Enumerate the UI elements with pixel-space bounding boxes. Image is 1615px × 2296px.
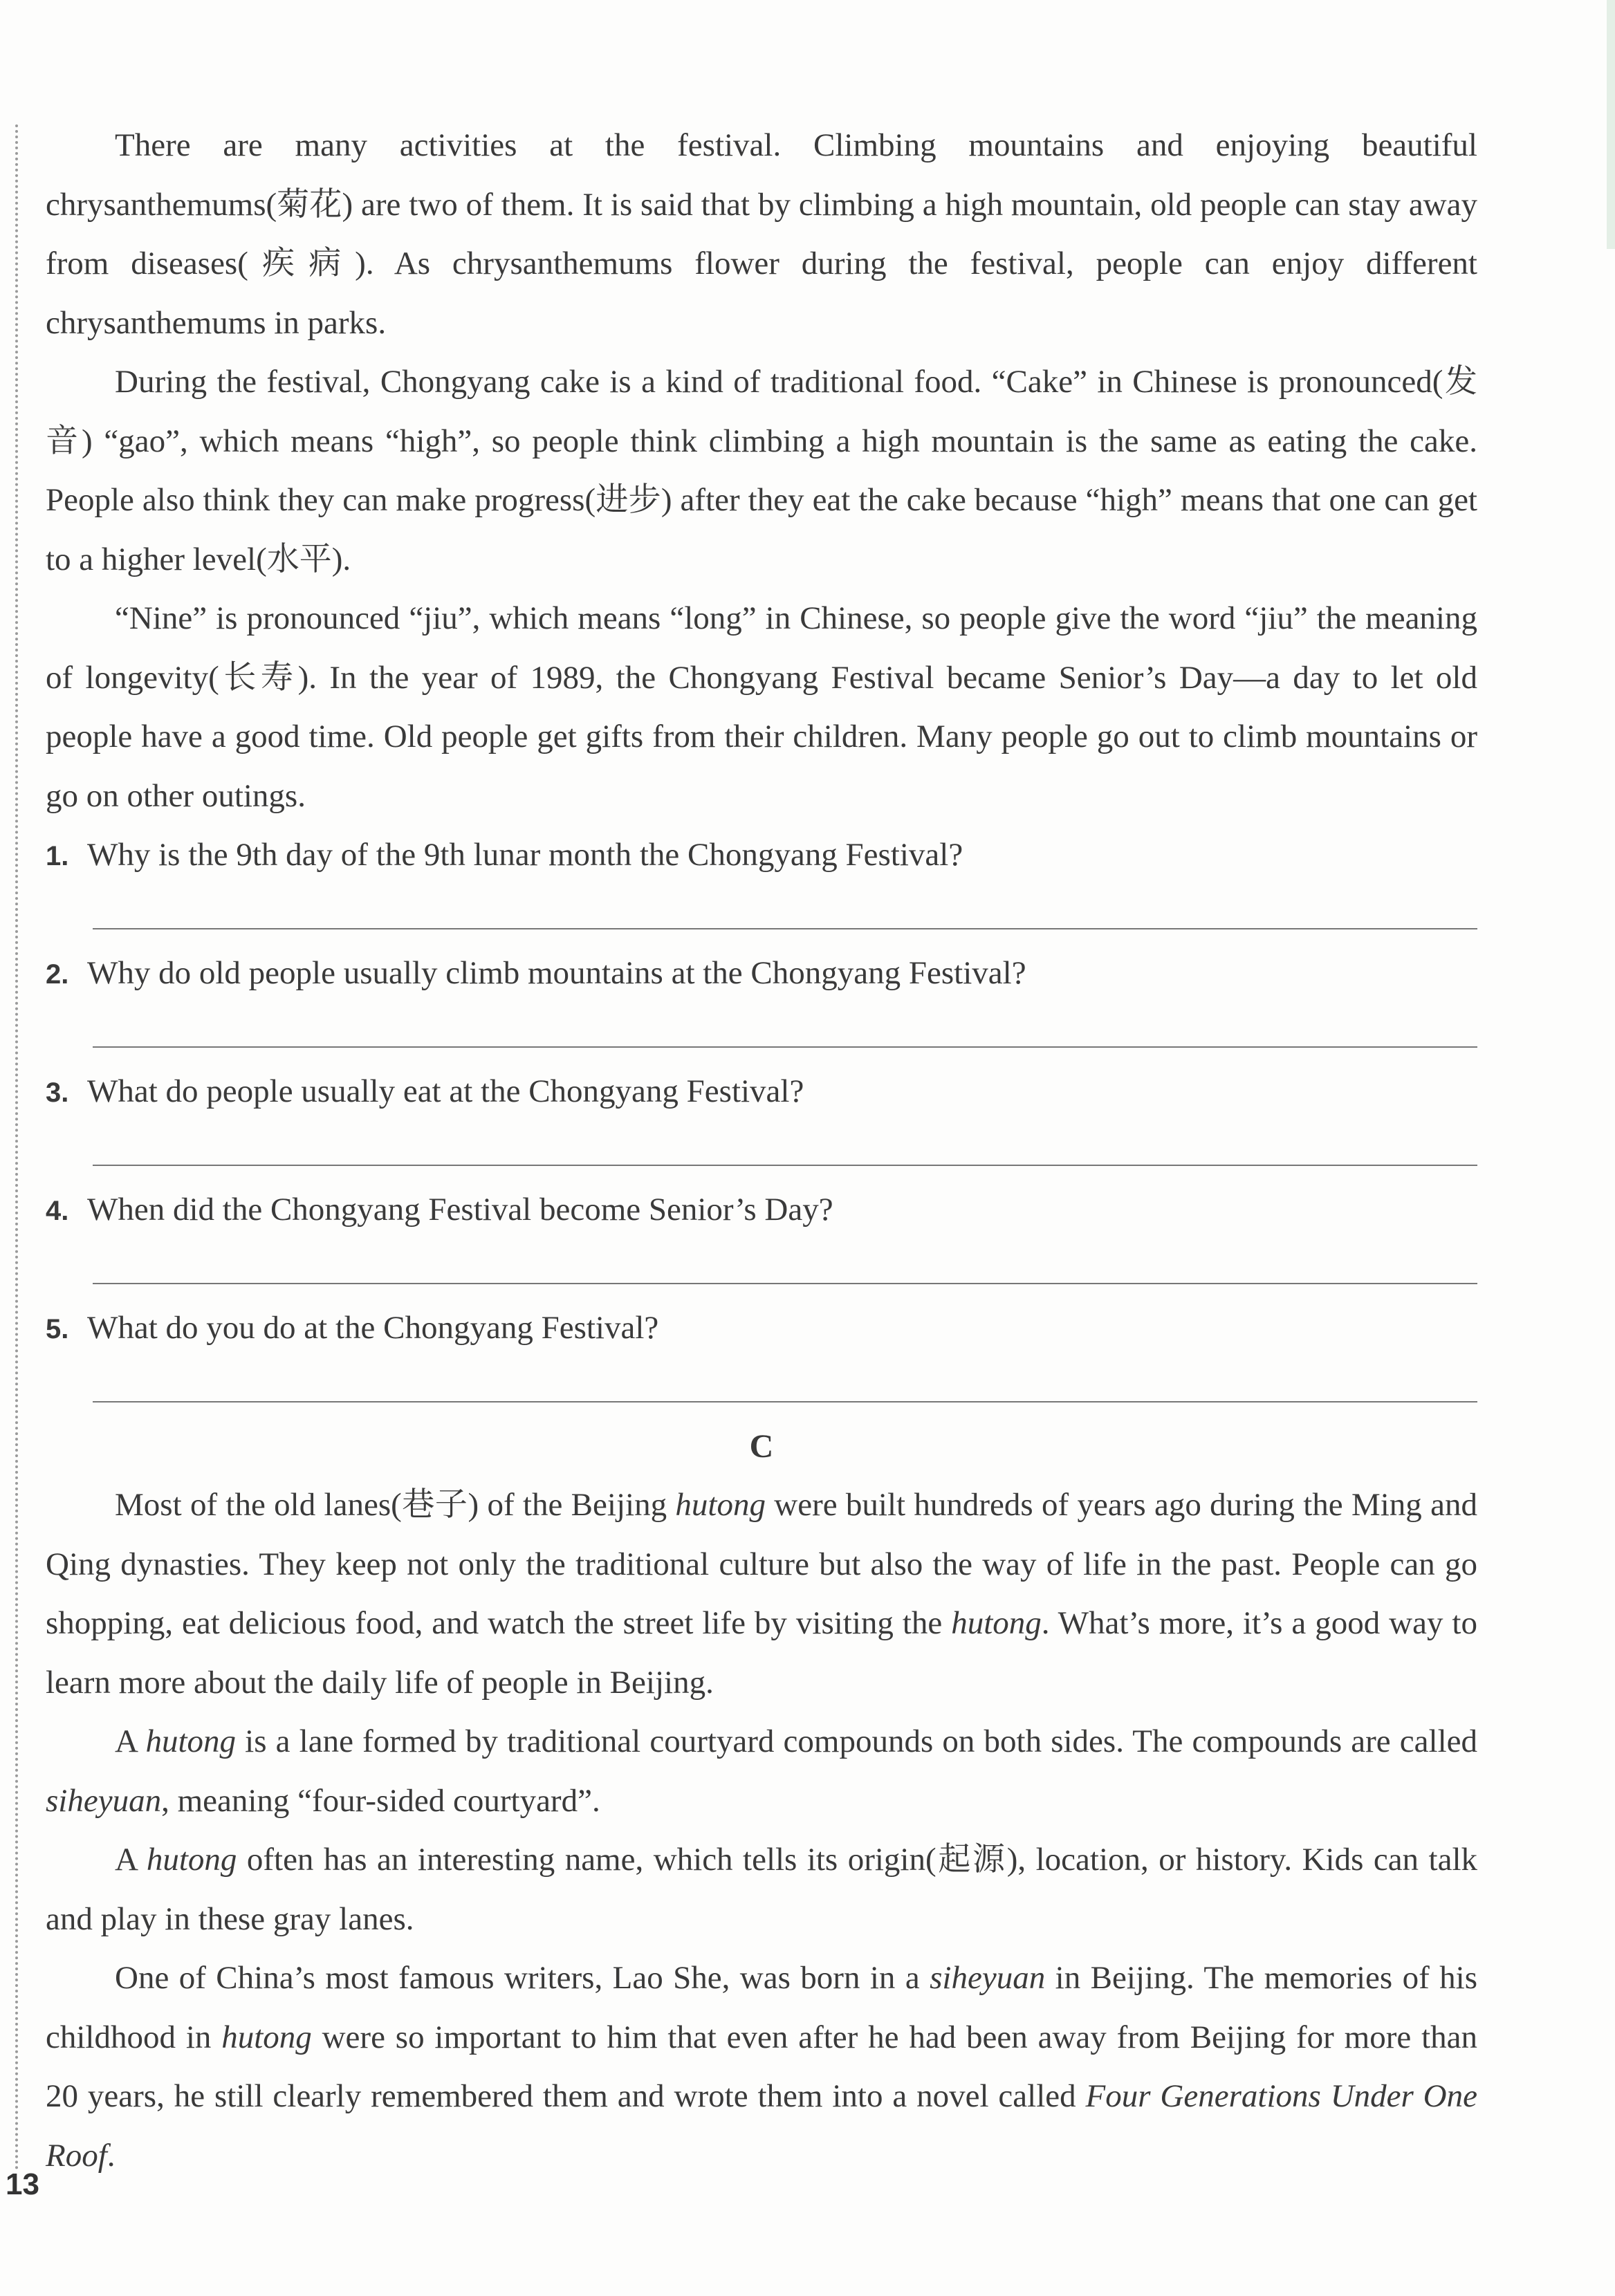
italic-term: hutong — [146, 1842, 237, 1878]
question-text — [46, 944, 1477, 1005]
question-number: 1. — [46, 841, 69, 871]
text-run: , meaning “four-sided courtyard”. — [161, 1782, 600, 1819]
page-edge-strip — [1607, 0, 1615, 249]
italic-term: hutong — [145, 1723, 237, 1759]
passage-b-paragraph-3: “Nine” is pronounced “jiu”, which means “long” in Chinese, so people give the word “jiu” the meaning of longevity(长寿). In the year of 1989, the Chongyang Festival became Senior’s Day—a day to let old people have a good time. Old people get gifts from their children. Many people go out to climb mountains or go on other outings. — [46, 600, 1477, 814]
answer-line[interactable] — [93, 928, 1477, 929]
section-heading-c: C — [749, 1428, 774, 1465]
question-4 — [46, 1181, 1477, 1299]
text-run: is a lane formed by traditional courtyard compounds on both sides. The compounds are called — [236, 1723, 1477, 1759]
question-prompt: What do you do at the Chongyang Festival? — [87, 1310, 659, 1346]
question-prompt: When did the Chongyang Festival become Senior’s Day? — [87, 1192, 833, 1228]
answer-line[interactable] — [93, 1046, 1477, 1048]
italic-term: hutong — [951, 1605, 1042, 1641]
book-title: Four Generations Under One Roof — [46, 2078, 1477, 2174]
question-text — [46, 1299, 1477, 1360]
question-1 — [46, 826, 1477, 944]
text-run: . — [107, 2137, 116, 2174]
italic-term: hutong — [221, 2019, 312, 2055]
text-run: often has an interesting name, which tells its origin(起源), location, or history. Kids can talk and play in these gray lanes. — [46, 1842, 1477, 1937]
passage-b-paragraph-1: There are many activities at the festival. Climbing mountains and enjoying beautiful chrysanthemums(菊花) are two of them. It is said that by climbing a high mountain, old people can stay away from diseases(疾病). As chrysanthemums flower during the festival, people can enjoy different chrysanthemums in parks. — [46, 127, 1477, 341]
italic-term: hutong — [675, 1487, 766, 1523]
passage-c-paragraph-3 — [46, 1831, 1477, 1949]
text-run: A — [115, 1723, 146, 1759]
question-text — [46, 826, 1477, 887]
passage-c-paragraph-2 — [46, 1712, 1477, 1831]
answer-line[interactable] — [93, 1165, 1477, 1166]
question-number: 3. — [46, 1077, 69, 1108]
italic-term: siheyuan — [930, 1960, 1046, 1996]
question-prompt: Why is the 9th day of the 9th lunar month the Chongyang Festival? — [87, 837, 963, 873]
answer-line[interactable] — [93, 1401, 1477, 1402]
question-number: 4. — [46, 1196, 69, 1226]
text-run: One of China’s most famous writers, Lao She, was born in a — [115, 1960, 930, 1996]
binding-margin-line — [15, 124, 18, 2172]
answer-line[interactable] — [93, 1283, 1477, 1284]
passage-c-paragraph-4 — [46, 1949, 1477, 2185]
question-number: 2. — [46, 959, 69, 990]
passage-b-paragraph-2: During the festival, Chongyang cake is a kind of traditional food. “Cake” in Chinese is pronounced(发音) “gao”, which means “high”, so people think climbing a high mountain is the same as eating the cake. People also think they can make progress(进步) after they eat the cake because “high” means that one can get to a higher level(水平). — [46, 364, 1477, 577]
question-prompt: Why do old people usually climb mountains at the Chongyang Festival? — [87, 955, 1026, 991]
page-number: 13 — [6, 2167, 39, 2201]
question-number: 5. — [46, 1314, 69, 1344]
text-run: A — [115, 1842, 147, 1878]
question-3 — [46, 1062, 1477, 1181]
text-run: were built hundreds of years ago during the Ming and Qing dynasties. They keep not only the traditional culture but also the way of life in the past. People can go shopping, eat delicious food, and watch the street life by visiting the — [46, 1487, 1477, 1641]
question-2 — [46, 944, 1477, 1062]
question-text — [46, 1062, 1477, 1123]
question-prompt: What do people usually eat at the Chongyang Festival? — [87, 1073, 804, 1109]
text-run: in Beijing. The memories of his childhood in — [46, 1960, 1477, 2055]
passage-c-paragraph-1 — [46, 1476, 1477, 1712]
page-content — [46, 116, 1477, 2185]
text-run: Most of the old lanes(巷子) of the Beijing — [115, 1487, 676, 1523]
text-run: . What’s more, it’s a good way to learn more about the daily life of people in Beijing. — [46, 1605, 1477, 1701]
question-5 — [46, 1299, 1477, 1417]
italic-term: siheyuan — [46, 1782, 162, 1819]
text-run: were so important to him that even after he had been away from Beijing for more than 20 years, he still clearly remembered them and wrote them into a novel called — [46, 2019, 1477, 2114]
question-text — [46, 1181, 1477, 1241]
